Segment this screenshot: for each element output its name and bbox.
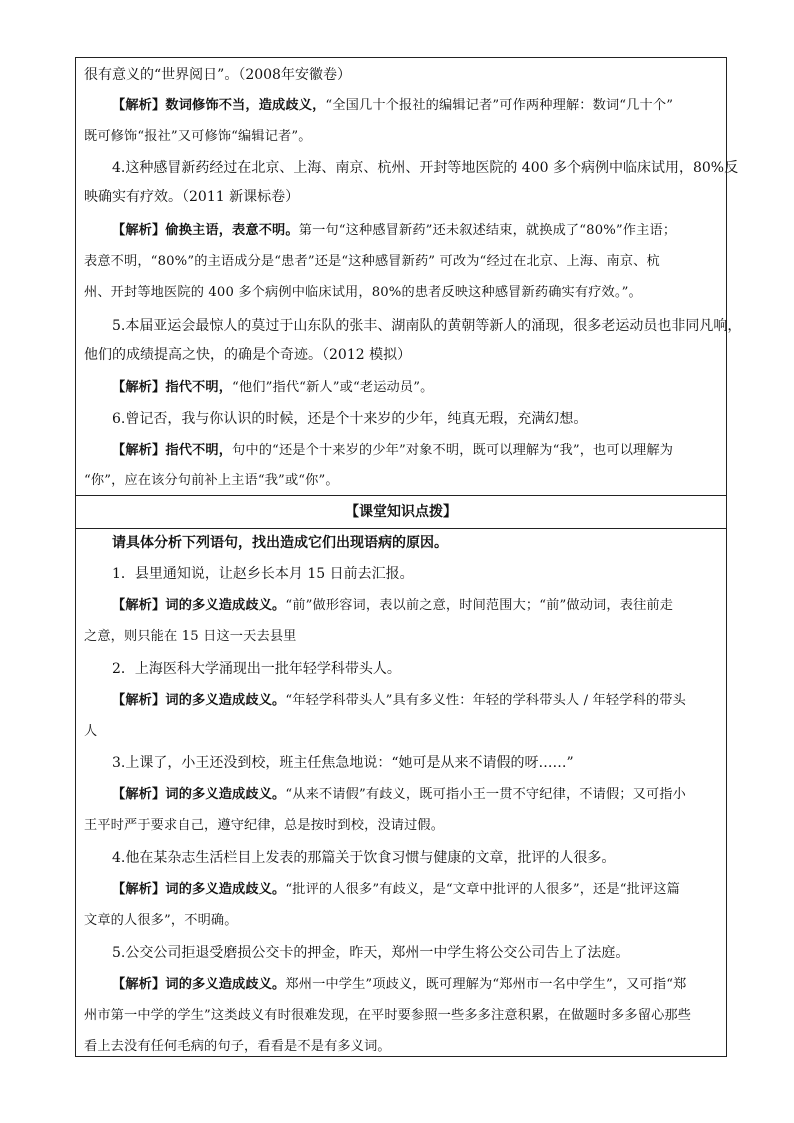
document-table [75,57,742,1057]
analysis-text: “年轻学科带头人”具有多义性：年轻的学科带头人 / 年轻学科的带头 [285,693,686,708]
analysis-tag: 【解析】 [112,882,166,897]
section-title: 【课堂知识点拨】 [345,504,457,520]
question-5-line2: 他们的成绩提高之快，的确是个奇迹。（2012 模拟） [84,347,412,363]
analysis-text: “全国几十个报社的编辑记者”可作两种理解：数词“几十个” [325,98,674,113]
answer-3-line2: 王平时严于要求自己，遵守纪律，总是按时到校，没请过假。 [84,818,445,833]
analysis-tag: 【解析】 [112,443,166,458]
analysis-lead: 词的多义造成歧义。 [165,882,286,897]
answer-1 [84,597,718,615]
analysis-tag: 【解析】 [112,977,166,992]
answer-5-line2: 州市第一中学的学生”这类歧义有时很难发现，在平时要参照一些多多注意积累，在做题时多多留心那些 [84,1008,692,1023]
analysis-text: 郑州一中学生”项歧义，既可理解为“郑州市一名中学生”，又可指“郑 [285,977,687,992]
analysis-3 [84,97,718,115]
analysis-5 [84,379,718,397]
instructions: 请具体分析下列语句，找出造成它们出现语病的原因。 [112,535,448,551]
analysis-tag: 【解析】 [112,787,166,802]
analysis-tag: 【解析】 [112,380,166,395]
answer-4-line2: 文章的人很多”，不明确。 [84,913,238,928]
analysis-lead: 词的多义造成歧义。 [165,977,286,992]
answer-3 [84,786,718,804]
analysis-tag: 【解析】 [112,98,166,113]
analysis-text: “从来不请假”有歧义，既可指小王一贯不守纪律，不请假；又可指小 [285,787,686,802]
answer-2 [84,692,718,710]
analysis-4-line2: 表意不明，“80%”的主语成分是“患者”还是“这种感冒新药” 可改为“经过在北京、上海、南京、杭 [84,254,660,269]
question-4-line1: 4.这种感冒新药经过在北京、上海、南京、杭州、开封等地医院的 400 多个病例中临床试用，80%反 [112,160,739,176]
analysis-3-line2: 既可修饰“报社”又可修饰“编辑记者”。 [84,129,312,144]
analysis-text: 第一句“这种感冒新药”还未叙述结束，就换成了“80%”作主语； [298,223,677,238]
question-1: 1．县里通知说，让赵乡长本月 15 日前去汇报。 [112,566,414,582]
analysis-4 [84,222,718,240]
answer-1-line2: 之意，则只能在 15 日这一天去县里 [84,629,297,644]
question-2: 2．上海医科大学涌现出一批年轻学科带头人。 [112,661,401,677]
analysis-lead: 词的多义造成歧义。 [165,787,286,802]
analysis-lead: 词的多义造成歧义。 [165,598,286,613]
answer-2-line2: 人 [84,724,98,739]
question-4-line2: 映确实有疗效。（2011 新课标卷） [84,189,300,205]
analysis-6-line2: “你”，应在该分句前补上主语“我”或“你”。 [84,473,339,488]
question-6: 6.曾记否，我与你认识的时候，还是个十来岁的少年，纯真无瑕，充满幻想。 [112,411,588,427]
answer-5-line3: 看上去没有任何毛病的句子，看看是不是有多义词。 [84,1039,391,1054]
question-4: 4.他在某杂志生活栏目上发表的那篇关于饮食习惯与健康的文章，批评的人很多。 [112,850,616,866]
analysis-lead: 偷换主语，表意不明。 [165,223,299,238]
analysis-4-line3: 州、开封等地医院的 400 多个病例中临床试用，80%的患者反映这种感冒新药确实有疗效。”。 [84,285,642,300]
analysis-lead: 词的多义造成歧义。 [165,693,286,708]
analysis-tag: 【解析】 [112,223,166,238]
question-5: 5.公交公司拒退受磨损公交卡的押金，昨天，郑州一中学生将公交公司告上了法庭。 [112,945,630,961]
analysis-lead: 指代不明， [165,380,233,395]
analysis-text: 句中的“还是个十来岁的少年”对象不明，既可以理解为“我”，也可以理解为 [232,443,674,458]
q3-continuation: 很有意义的“世界阅日”。（2008年安徽卷） [84,67,351,83]
analysis-lead: 指代不明， [165,443,233,458]
analysis-text: “前”做形容词，表以前之意，时间范围大；“前”做动词，表往前走 [285,598,674,613]
question-5-line1: 5.本届亚运会最惊人的莫过于山东队的张丰、湖南队的黄朝等新人的涌现，很多老运动员也非同凡响， [112,318,742,334]
analysis-lead: 数词修饰不当，造成歧义， [165,98,326,113]
analysis-text: “他们”指代“新人”或“老运动员”。 [232,380,434,395]
answer-5 [84,976,718,994]
analysis-6 [84,442,718,460]
analysis-tag: 【解析】 [112,598,166,613]
divider-top [76,495,726,496]
analysis-tag: 【解析】 [112,693,166,708]
analysis-text: “批评的人很多”有歧义，是“文章中批评的人很多”，还是“批评这篇 [285,882,680,897]
question-3: 3.上课了，小王还没到校，班主任焦急地说：“她可是从来不请假的呀……” [112,755,574,771]
divider-bottom [76,528,726,529]
answer-4 [84,881,718,899]
